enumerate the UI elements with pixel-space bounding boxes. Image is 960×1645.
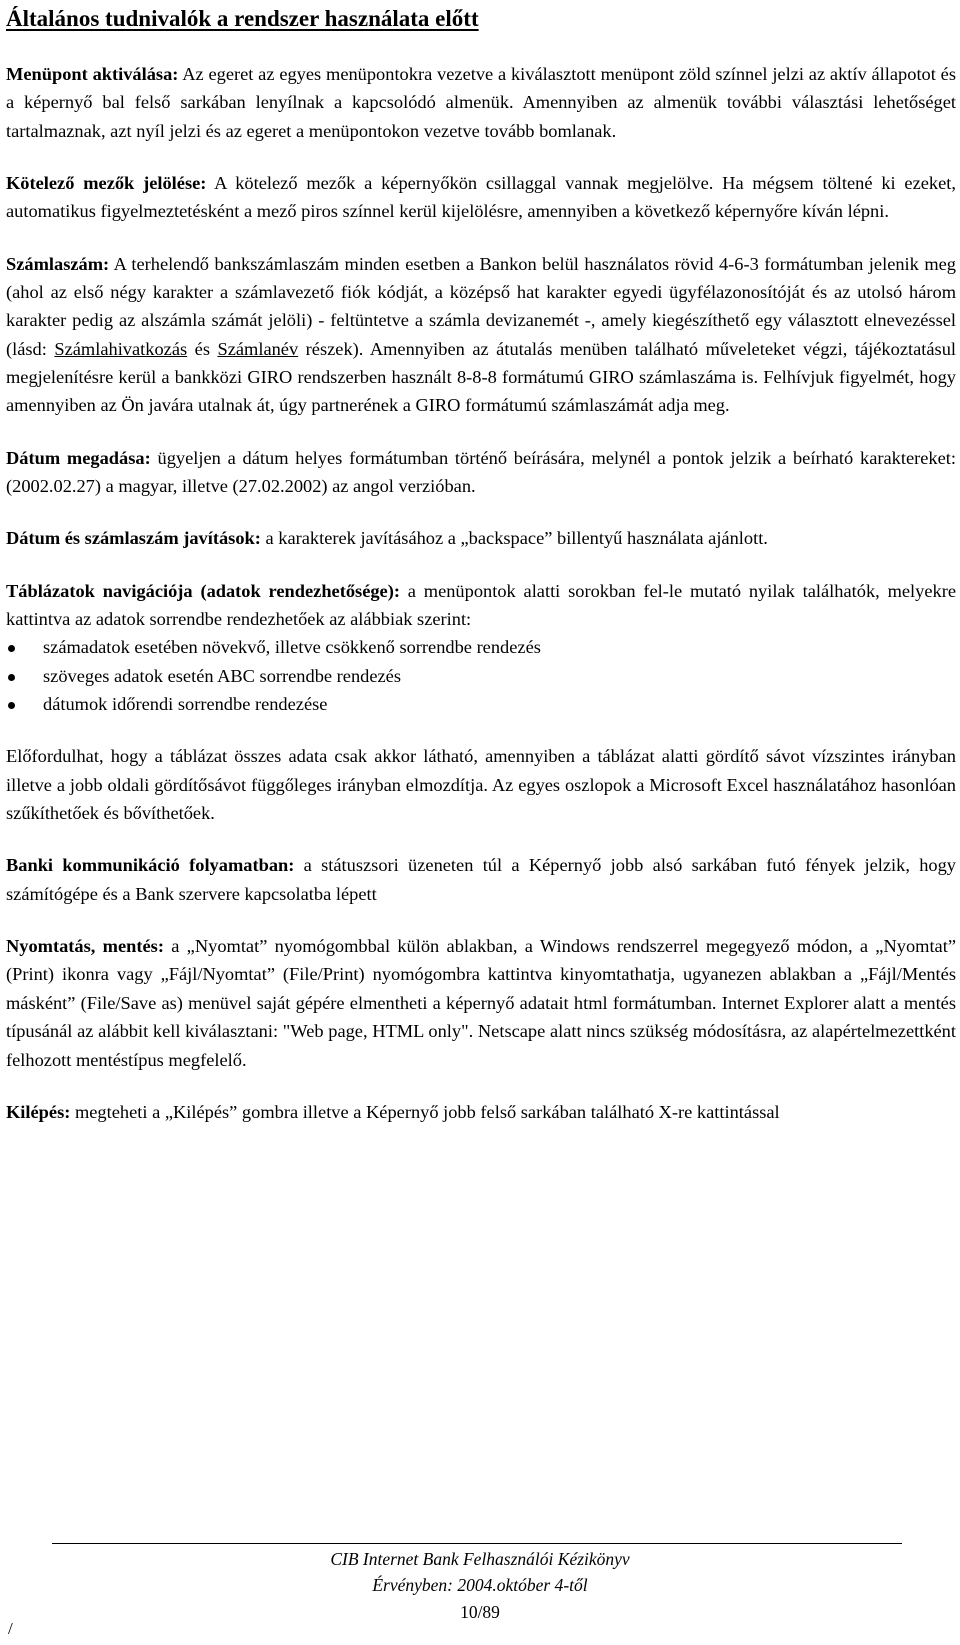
term-label: Dátum és számlaszám javítások:: [6, 528, 261, 549]
footer-validity: Érvényben: 2004.október 4-től: [372, 1575, 588, 1595]
footer-manual-title: CIB Internet Bank Felhasználói Kézikönyv: [330, 1549, 630, 1569]
paragraph-menu-activation: [6, 60, 956, 145]
corner-mark: /: [8, 1619, 13, 1638]
paragraph-communication: [6, 851, 956, 908]
paragraph-table-navigation: [6, 577, 956, 634]
term-label: Nyomtatás, mentés:: [6, 936, 164, 957]
page-number: 10/89: [460, 1602, 500, 1622]
link-account-reference[interactable]: Számlahivatkozás: [54, 338, 188, 359]
list-item: dátumok időrendi sorrendbe rendezése: [6, 690, 956, 718]
paragraph-text: és: [187, 338, 218, 359]
term-label: Számlaszám:: [6, 253, 110, 274]
sorting-bullet-list: [6, 633, 956, 718]
term-label: Táblázatok navigációja (adatok rendezhetősége):: [6, 580, 400, 601]
paragraph-text: részek). Amennyiben az átutalás menüben található műveleteket végzi, tájékoztatásul megjelenítésre kerül a bankközi GIRO rendszerben használt 8-8-8 formátumú GIRO számlaszáma is. Felhívjuk figyelmét, hogy amennyiben az Ön javára utalnak át, úgy partnerének a GIRO formátumú számlaszámát adja meg.: [6, 338, 956, 416]
paragraph-account-number: [6, 250, 956, 420]
list-item: számadatok esetében növekvő, illetve csökkenő sorrendbe rendezés: [6, 633, 956, 661]
term-label: Dátum megadása:: [6, 447, 151, 468]
paragraph-required-fields: [6, 169, 956, 226]
document-page: [6, 0, 956, 1126]
paragraph-text: a karakterek javításához a „backspace” billentyű használata ajánlott.: [260, 528, 768, 549]
term-label: Kötelező mezők jelölése:: [6, 172, 207, 193]
paragraph-text: a menüpontok alatti sorokban fel-le mutató nyilak találhatók, melyekre kattintva az adatok sorrendbe rendezhetőek az alábbiak szerint:: [6, 580, 956, 630]
paragraph-text: A kötelező mezők a képernyőkön csillaggal vannak megjelölve. Ha mégsem töltené ki ezeket, automatikus figyelmeztetésként a mező piros színnel kerül kijelölésre, amennyiben a következő képernyőre kíván lépni.: [6, 172, 956, 222]
paragraph-text: A terhelendő bankszámlaszám minden esetben a Bankon belül használatos rövid 4-6-3 formátumban jelenik meg (ahol az első négy karakter a számlavezető fiók kódját, a középső hat karakter egyedi ügyfélazonosítóját és az utolsó három karakter pedig az alszámla számát jelöli) - feltüntetve a számla devizanemét -, amely kiegészíthető egy választott elnevezéssel (lásd:: [6, 253, 956, 359]
paragraph-text: a státuszsori üzeneten túl a Képernyő jobb alsó sarkában futó fények jelzik, hogy számítógépe és a Bank szervere kapcsolatba lépett: [6, 855, 956, 904]
paragraph-print-save: [6, 932, 956, 1074]
list-item: szöveges adatok esetén ABC sorrendbe rendezés: [6, 662, 956, 690]
term-label: Menüpont aktiválása:: [6, 63, 179, 84]
paragraph-exit: [6, 1098, 956, 1126]
footer-divider: [52, 1543, 902, 1544]
paragraph-text: Az egeret az egyes menüpontokra vezetve a kiválasztott menüpont zöld színnel jelzi az aktív állapotot és a képernyő bal felső sarkában lenyílnak a kapcsolódó almenük. Amennyiben az almenük további választási lehetőséget tartalmaznak, azt nyíl jelzi és az egeret a menüpontokon vezetve tovább bomlanak.: [6, 63, 956, 141]
paragraph-text: megteheti a „Kilépés” gombra illetve a Képernyő jobb felső sarkában található X-re kattintással: [70, 1101, 780, 1122]
paragraph-text: Előfordulhat, hogy a táblázat összes adata csak akkor látható, amennyiben a táblázat alatti gördítő sávot vízszintes irányban illetve a jobb oldali gördítősávot függőleges irányban elmozdítja. Az egyes oszlopok a Microsoft Excel használatához hasonlóan szűkíthetőek és bővíthetőek.: [6, 746, 956, 824]
page-title: Általános tudnivalók a rendszer használata előtt: [6, 6, 479, 31]
paragraph-date-entry: [6, 444, 956, 501]
term-label: Kilépés:: [6, 1101, 71, 1122]
link-account-name[interactable]: Számlanév: [217, 338, 299, 359]
paragraph-text: a „Nyomtat” nyomógombbal külön ablakban, a Windows rendszerrel megegyező módon, a „Nyomtat” (Print) ikonra vagy „Fájl/Nyomtat” (File/Print) nyomógombra kattintva kinyomtathatja, ugyanezen ablakban a „Fájl/Mentés másként” (File/Save as) menüvel saját gépére elmentheti a képernyő adatait html formátumban. Internet Explorer alatt a mentés típusánál az alábbit kell kiválasztani: "Web page, HTML only". Netscape alatt nincs szükség módosításra, az alapértelmezettként felhozott mentéstípus megfelelő.: [6, 936, 956, 1070]
term-label: Banki kommunikáció folyamatban:: [6, 855, 295, 876]
paragraph-text: ügyeljen a dátum helyes formátumban történő beírására, melynél a pontok jelzik a beírható karaktereket: (2002.02.27) a magyar, illetve (27.02.2002) az angol verzióban.: [6, 447, 956, 497]
paragraph-scrolling: [6, 742, 956, 827]
paragraph-corrections: [6, 524, 956, 552]
